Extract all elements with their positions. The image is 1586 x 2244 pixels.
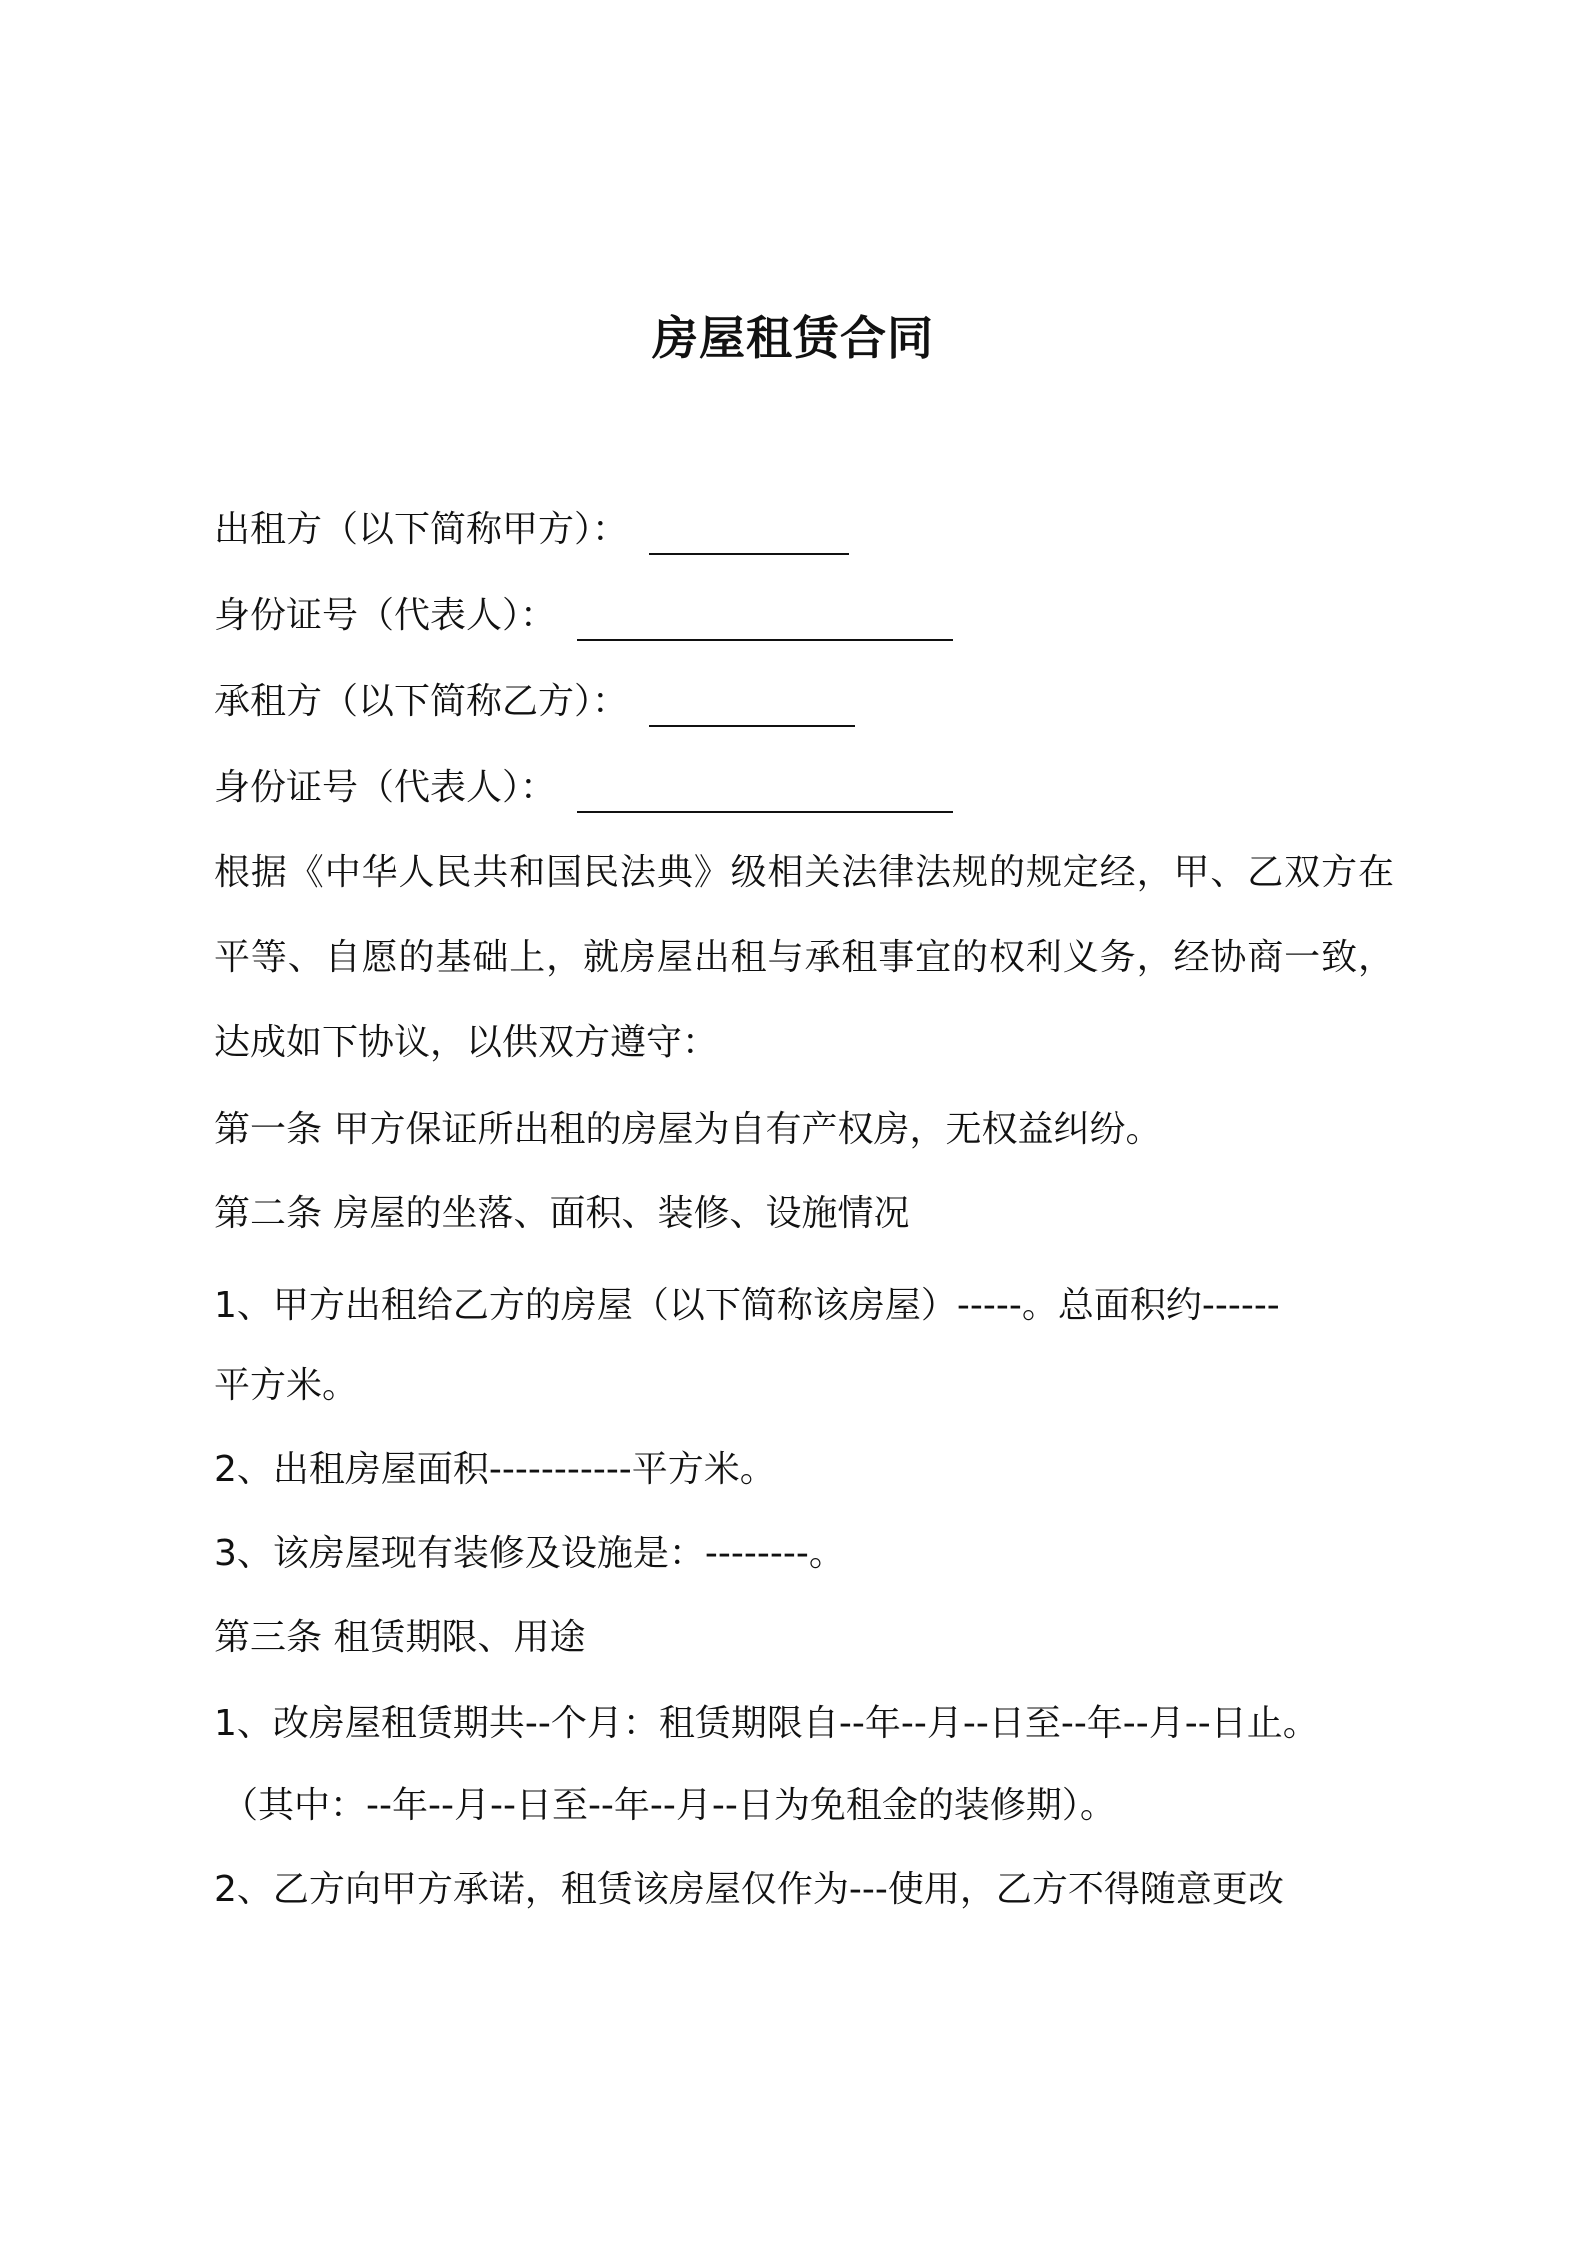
article-2-item-1-line-1: 1、甲方出租给乙方的房屋（以下简称该房屋）-----。总面积约------ bbox=[214, 1285, 1280, 1326]
lessee-id-blank[interactable] bbox=[577, 779, 953, 813]
article-3-heading: 第三条 租赁期限、用途 bbox=[214, 1617, 586, 1658]
lessee-blank[interactable] bbox=[649, 693, 855, 727]
lessee-field bbox=[214, 678, 855, 727]
lessee-id-field bbox=[214, 764, 953, 813]
lessor-blank[interactable] bbox=[649, 521, 849, 555]
article-2-item-2: 2、出租房屋面积-----------平方米。 bbox=[214, 1449, 776, 1490]
lessee-label: 承租方（以下简称乙方）： bbox=[214, 681, 629, 722]
article-3-item-1-line-2: （其中：--年--月--日至--年--月--日为免租金的装修期）。 bbox=[222, 1785, 1116, 1826]
lessor-field bbox=[214, 506, 849, 555]
article-3-item-1-line-1: 1、改房屋租赁期共--个月：租赁期限自--年--月--日至--年--月--日止。 bbox=[214, 1703, 1319, 1744]
document-title: 房屋租赁合同 bbox=[652, 311, 934, 365]
lessee-id-label: 身份证号（代表人）： bbox=[214, 767, 557, 808]
lessor-id-label: 身份证号（代表人）： bbox=[214, 595, 557, 636]
article-3-item-2: 2、乙方向甲方承诺，租赁该房屋仅作为---使用，乙方不得随意更改 bbox=[214, 1869, 1284, 1910]
lessor-id-blank[interactable] bbox=[577, 607, 953, 641]
lessor-id-field bbox=[214, 592, 953, 641]
article-1: 第一条 甲方保证所出租的房屋为自有产权房，无权益纠纷。 bbox=[214, 1109, 1162, 1150]
article-2-item-1-line-2: 平方米。 bbox=[214, 1365, 359, 1406]
article-2-heading: 第二条 房屋的坐落、面积、装修、设施情况 bbox=[214, 1193, 910, 1234]
lessor-label: 出租方（以下简称甲方）： bbox=[214, 509, 629, 550]
article-2-item-3: 3、该房屋现有装修及设施是：--------。 bbox=[214, 1533, 845, 1574]
preamble: 根据《中华人民共和国民法典》级相关法律法规的规定经，甲、乙双方在平等、自愿的基础上，就房屋出租与承租事宜的权利义务，经协商一致，达成如下协议，以供双方遵守： bbox=[214, 852, 1394, 1063]
